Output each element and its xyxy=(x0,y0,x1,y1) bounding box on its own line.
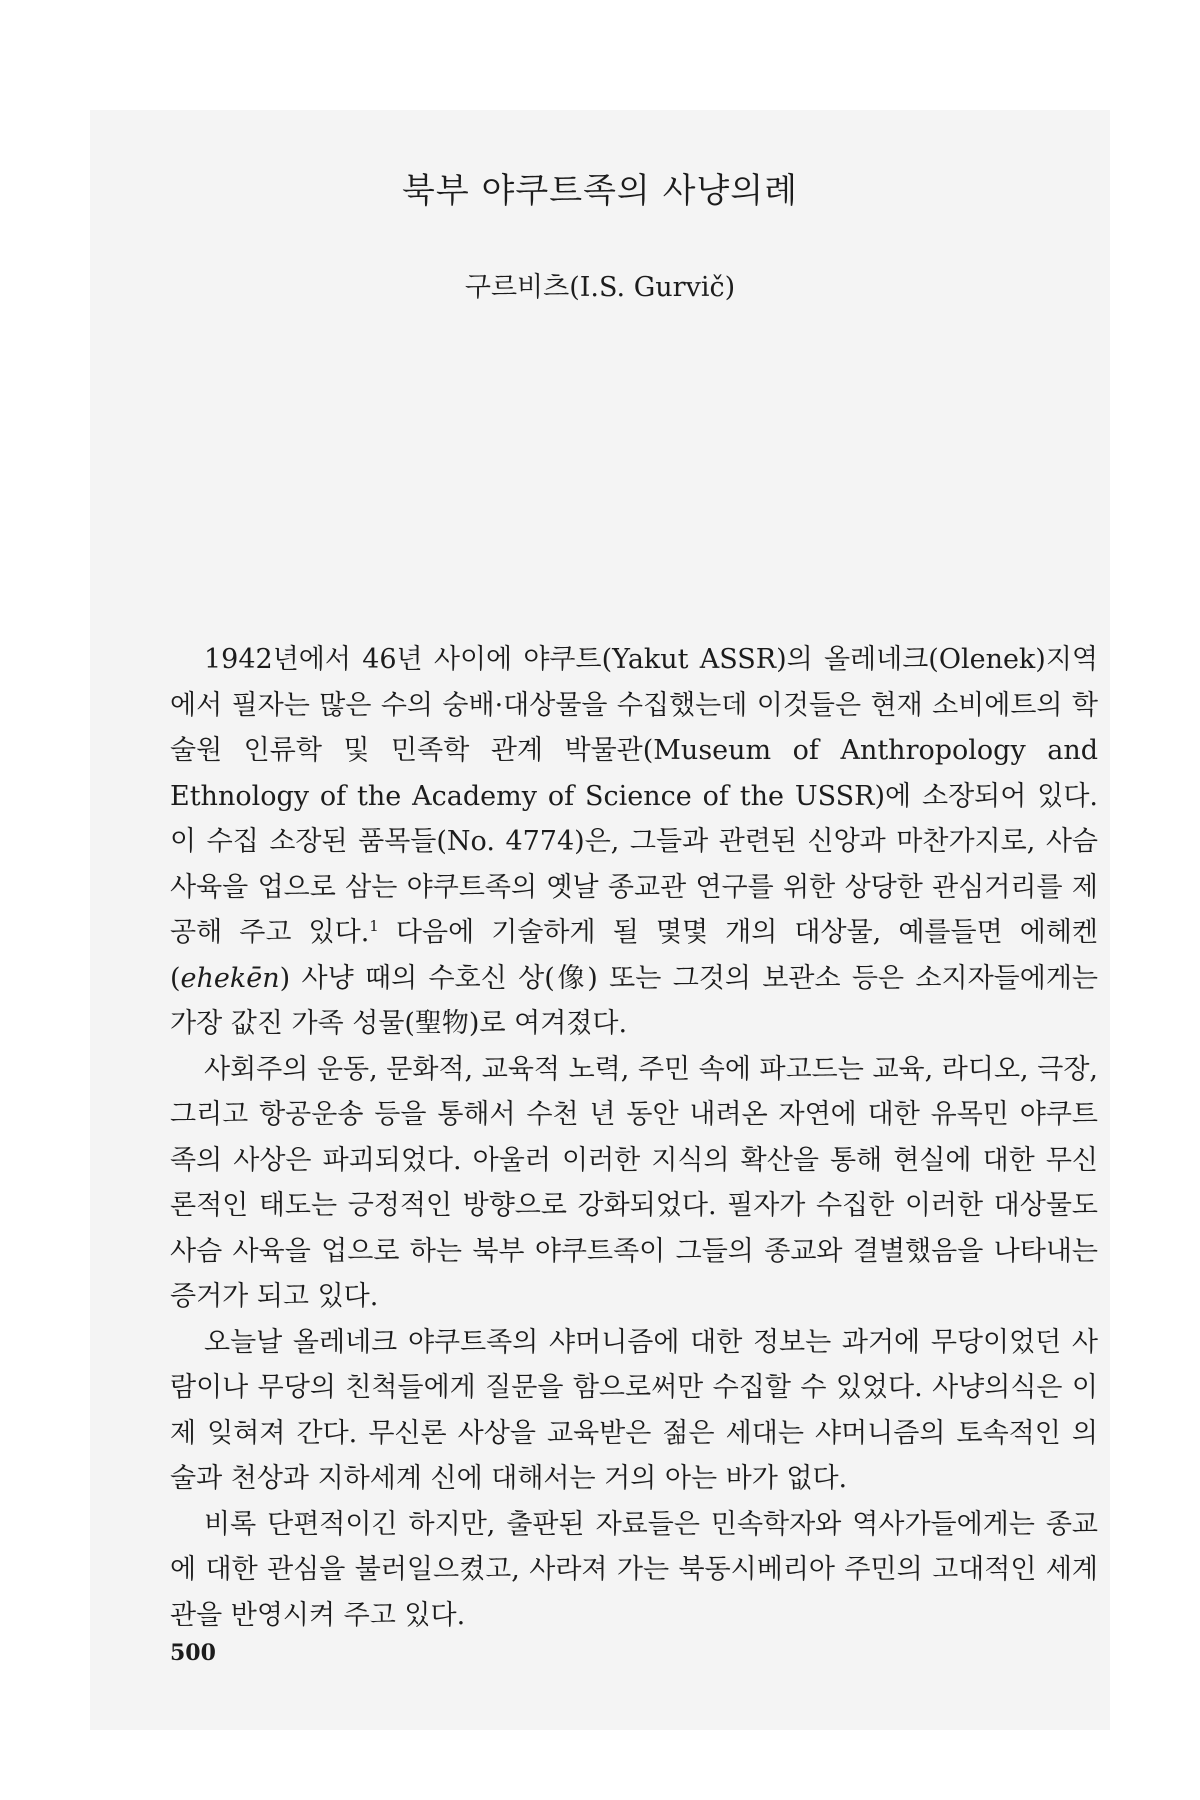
paragraph-1 xyxy=(170,637,1098,1047)
author-line: 구르비츠(I.S. Gurvič) xyxy=(464,272,736,303)
footnote-marker: 1 xyxy=(369,917,379,935)
paragraph-3: 오늘날 올레네크 야쿠트족의 샤머니즘에 대한 정보는 과거에 무당이었던 사람이나 무당의 친척들에게 질문을 함으로써만 수집할 수 있었다. 사냥의식은 이제 잊혀져 간다. 무신론 사상을 교육받은 젊은 세대는 샤머니즘의 토속적인 의술과 천상과 지하세계 신에 대해서는 거의 아는 바가 없다. xyxy=(170,1326,1098,1494)
italic-term: ehekēn xyxy=(180,962,280,994)
page-number: 500 xyxy=(170,1640,216,1666)
paragraph-4: 비록 단편적이긴 하지만, 출판된 자료들은 민속학자와 역사가들에게는 종교에 대한 관심을 불러일으켰고, 사라져 가는 북동시베리아 주민의 고대적인 세계관을 반영시켜 주고 있다. xyxy=(170,1508,1098,1631)
paragraph-1-text: 1942년에서 46년 사이에 야쿠트(Yakut ASSR)의 올레네크(Olenek)지역에서 필자는 많은 수의 숭배·대상물을 수집했는데 이것들은 현재 소비에트의 학술원 인류학 및 민족학 관계 박물관(Museum of Anthropology and Ethnology of the Academy of Science of the USSR)에 소장되어 있다. 이 수집 소장된 품목들(No. 4774)은, 그들과 관련된 신앙과 마찬가지로, 사슴 사육을 업으로 삼는 야쿠트족의 옛날 종교관 연구를 위한 상당한 관심거리를 제공해 주고 있다. xyxy=(170,644,1098,948)
paragraph-1-tail-a: 다음에 기술하게 될 몇몇 개의 대상물, 예를들면 에헤켄( xyxy=(170,917,1098,994)
paragraph-1-tail-b: ) 사냥 때의 수호신 상(像) 또는 그것의 보관소 등은 소지자들에게는 가장 값진 가족 성물(聖物)로 여겨졌다. xyxy=(170,962,1098,1039)
article-title: 북부 야쿠트족의 사냥의례 xyxy=(402,171,798,211)
article-body xyxy=(170,637,1098,1638)
paragraph-2: 사회주의 운동, 문화적, 교육적 노력, 주민 속에 파고드는 교육, 라디오, 극장, 그리고 항공운송 등을 통해서 수천 년 동안 내려온 자연에 대한 유목민 야쿠트족의 사상은 파괴되었다. 아울러 이러한 지식의 확산을 통해 현실에 대한 무신론적인 태도는 긍정적인 방향으로 강화되었다. 필자가 수집한 이러한 대상물도 사슴 사육을 업으로 하는 북부 야쿠트족이 그들의 종교와 결별했음을 나타내는 증거가 되고 있다. xyxy=(170,1053,1098,1312)
